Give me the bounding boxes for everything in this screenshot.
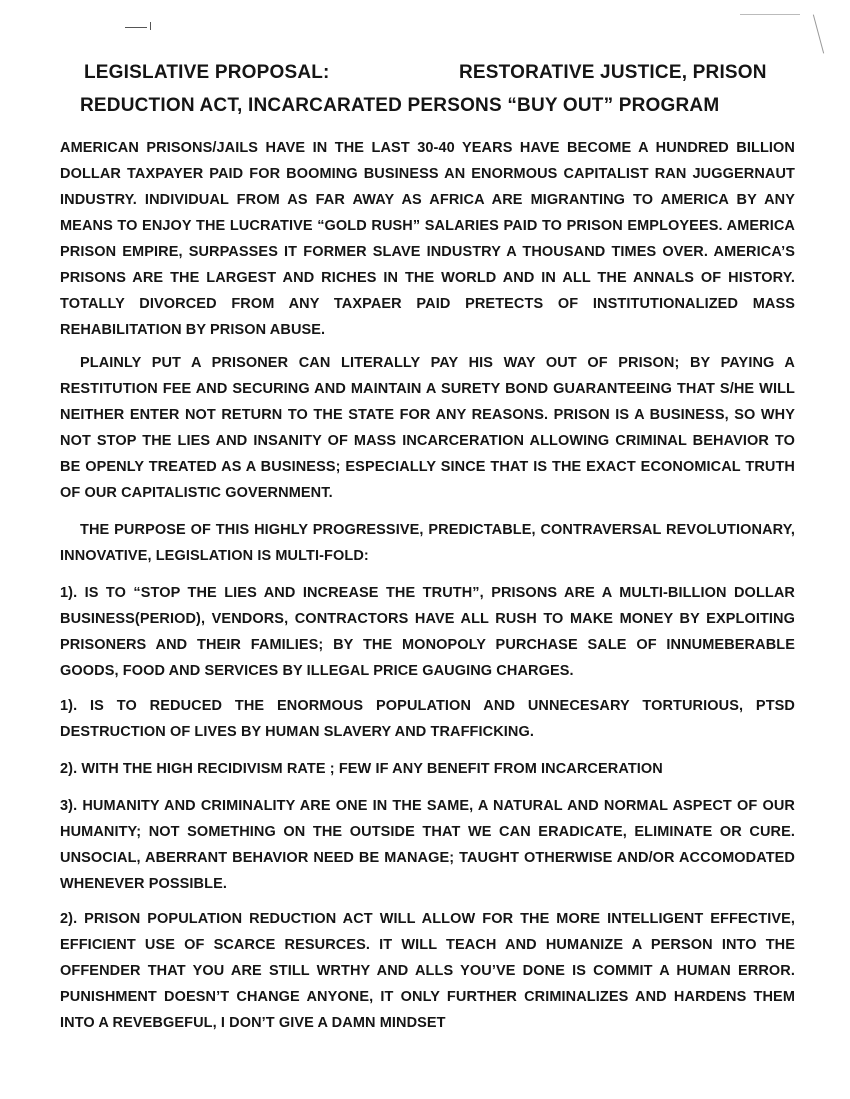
scan-speck bbox=[740, 14, 800, 15]
paragraph-point-1a: 1). IS TO “STOP THE LIES AND INCREASE THE TRUTH”, PRISONS ARE A MULTI-BILLION DOLLAR BUSINESS(PERIOD), VENDORS, CONTRACTORS HAVE ALL RUSH TO MAKE MONEY BY EXPLOITING PRISONERS AND THEIR FAMILIES; BY THE MONOPOLY PURCHASE SALE OF INNUMEBERABLE GOODS, FOOD AND SERVICES BY ILLEGAL PRICE GAUGING CHARGES. bbox=[60, 585, 795, 679]
paragraph-purpose: THE PURPOSE OF THIS HIGHLY PROGRESSIVE, PREDICTABLE, CONTRAVERSAL REVOLUTIONARY, INNOVATIVE, LEGISLATION IS MULTI-FOLD: bbox=[60, 522, 795, 564]
paragraph-point-3: 3). HUMANITY AND CRIMINALITY ARE ONE IN THE SAME, A NATURAL AND NORMAL ASPECT OF OUR HUMANITY; NOT SOMETHING ON THE OUTSIDE THAT WE CAN ERADICATE, ELIMINATE OR CURE. UNSOCIAL, ABERRANT BEHAVIOR NEED BE MANAGE; TAUGHT OTHERWISE AND/OR ACCOMODATED WHENEVER POSSIBLE. bbox=[60, 798, 795, 892]
paragraph-point-1b: 1). IS TO REDUCED THE ENORMOUS POPULATION AND UNNECESARY TORTURIOUS, PTSD DESTRUCTION OF LIVES BY HUMAN SLAVERY AND TRAFFICKING. bbox=[60, 698, 795, 740]
scan-speck bbox=[125, 27, 147, 28]
scan-speck bbox=[150, 22, 151, 30]
paragraph-point-2a: 2). WITH THE HIGH RECIDIVISM RATE ; FEW IF ANY BENEFIT FROM INCARCERATION bbox=[60, 761, 663, 777]
scan-edge-line bbox=[813, 15, 824, 54]
title-line-2: REDUCTION ACT, INCARCARATED PERSONS “BUY OUT” PROGRAM bbox=[80, 95, 720, 116]
title-line-1 bbox=[84, 62, 824, 84]
paragraph-intro: AMERICAN PRISONS/JAILS HAVE IN THE LAST 30-40 YEARS HAVE BECOME A HUNDRED BILLION DOLLAR TAXPAYER PAID FOR BOOMING BUSINESS AN ENORMOUS CAPITALIST RAN JUGGERNAUT INDUSTRY. INDIVIDUAL FROM AS FAR AWAY AS AFRICA ARE MIGRANTING TO AMERICA BY ANY MEANS TO ENJOY THE LUCRATIVE “GOLD RUSH” SALARIES PAID TO PRISON EMPLOYEES. AMERICA PRISON EMPIRE, SURPASSES IT FORMER SLAVE INDUSTRY A THOUSAND TIMES OVER. AMERICA’S PRISONS ARE THE LARGEST AND RICHES IN THE WORLD AND IN ALL THE ANNALS OF HISTORY. TOTALLY DIVORCED FROM ANY TAXPAER PAID PRETECTS OF INSTITUTIONALIZED MASS REHABILITATION BY PRISON ABUSE. bbox=[60, 140, 795, 338]
title-prefix: LEGISLATIVE PROPOSAL: bbox=[84, 62, 330, 83]
title-subject: RESTORATIVE JUSTICE, PRISON bbox=[459, 62, 767, 83]
paragraph-buy-out: PLAINLY PUT A PRISONER CAN LITERALLY PAY HIS WAY OUT OF PRISON; BY PAYING A RESTITUTION FEE AND SECURING AND MAINTAIN A SURETY BOND GUARANTEEING THAT S/HE WILL NEITHER ENTER NOT RETURN TO THE STATE FOR ANY REASONS. PRISON IS A BUSINESS, SO WHY NOT STOP THE LIES AND INSANITY OF MASS INCARCERATION ALLOWING CRIMINAL BEHAVIOR TO BE OPENLY TREATED AS A BUSINESS; ESPECIALLY SINCE THAT IS THE EXACT ECONOMICAL TRUTH OF OUR CAPITALISTIC GOVERNMENT. bbox=[60, 355, 795, 501]
paragraph-point-2b: 2). PRISON POPULATION REDUCTION ACT WILL ALLOW FOR THE MORE INTELLIGENT EFFECTIVE, EFFICIENT USE OF SCARCE RESURCES. IT WILL TEACH AND HUMANIZE A PERSON INTO THE OFFENDER THAT YOU ARE STILL WRTHY AND ALLS YOU’VE DONE IS COMMIT A HUMAN ERROR. PUNISHMENT DOESN’T CHANGE ANYONE, IT ONLY FURTHER CRIMINALIZES AND HARDENS THEM INTO A REVEBGEFUL, I DON’T GIVE A DAMN MINDSET bbox=[60, 911, 795, 1031]
